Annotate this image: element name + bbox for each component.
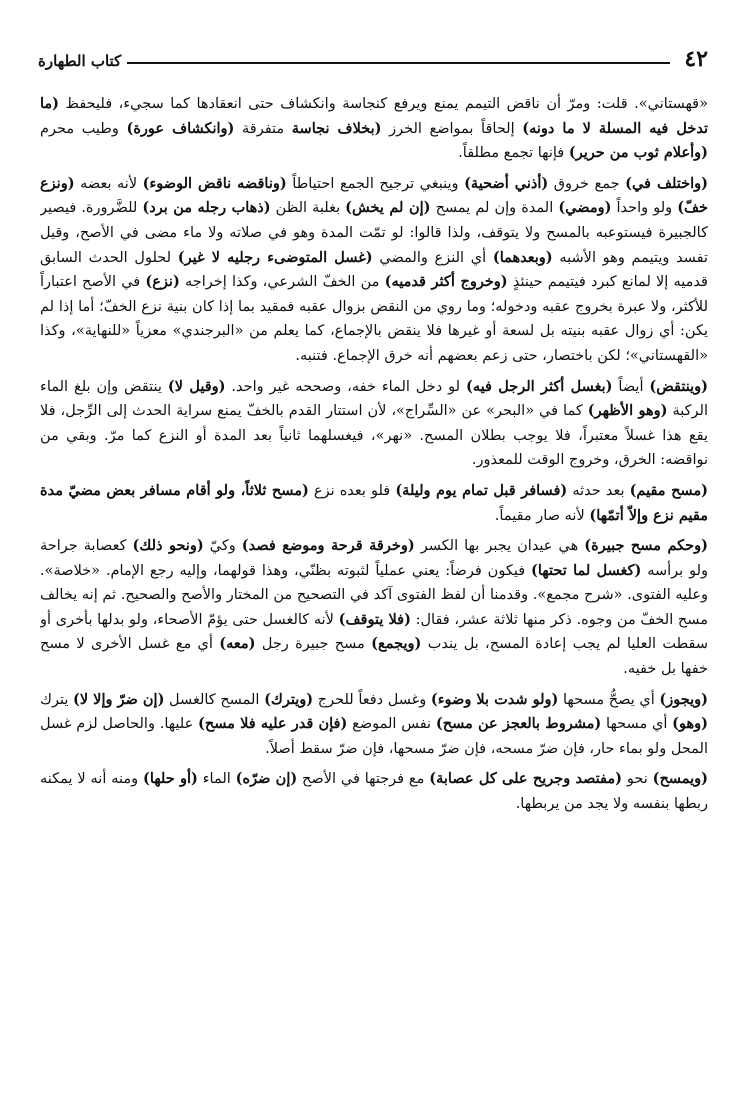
sharh-text: في الأصح اعتباراً للأكثر، ولا عبرة بخروج عقبه ودخوله؛ وما روي من النقض بزوال عقبه فمقيد بما إذا كان بنية نزع الخفّ؛ أما إذا لم يكن: أي زوال عقبه بنيته بل لسعة أو غيرها فلا ينقض بالإجماع، كما يعلم من «البرجندي» معزياً «للنهاية»، وكذا «القهستاني»؛ لكن باختصار، حتى زعم بعضهم أنه خرق الإجماع. فتنبه. (40, 274, 708, 364)
book-title: كتاب الطهارة (38, 52, 122, 70)
paragraph (40, 375, 708, 473)
matn-text: (مسح ثلاثاً، ولو أقام مسافر بعض مضيّ مدة مقيم نزع وإلاّ أتمّها) (40, 481, 708, 524)
sharh-text: لأنه كالغسل حتى يؤمّ الأصحاء، ولو بدلها بأخرى أو سقطت العليا لم يجب إعادة المسح، بل يندب (40, 611, 708, 653)
matn-text: (ومضي) (558, 199, 612, 217)
matn-text: (أو حلها) (142, 770, 198, 788)
sharh-text: لأنه بعضه (74, 175, 143, 192)
sharh-text: ومنه أنه لا يمكنه ربطها بنفسه ولا يجد من يربطها. (40, 771, 708, 813)
sharh-text: إلحاقاً بمواضع الخرز (381, 120, 523, 137)
matn-text: (ما تدخل فيه المسلة لا ما دونه) (40, 95, 708, 137)
matn-text: (ويجمع) (371, 635, 422, 653)
paragraph (40, 172, 708, 369)
sharh-text: يترك (40, 691, 73, 708)
sharh-text: وينبغي ترجيح الجمع احتياطاً (286, 175, 465, 192)
sharh-text: بعد حدثه (567, 482, 630, 499)
sharh-text: وغسل دفعاً للحرج (313, 691, 431, 708)
matn-text: (واختلف في) (625, 174, 708, 192)
matn-text: (بغسل أكثر الرجل فيه) (465, 377, 613, 395)
paragraph (40, 534, 708, 682)
page-body (40, 92, 708, 1072)
matn-text: (وانكشاف عورة) (126, 119, 235, 137)
matn-text: (مشروط بالعجز عن مسح) (435, 715, 602, 733)
matn-text: (ويجوز) (659, 690, 708, 708)
sharh-text: للضَّرورة. فيصير كالجبيرة فيستوعبه بالمسح ولا يتوقف، ولذا قالوا: لو تمّت المدة وهو في صلاته ولا ماء مضى في الأصح، وقيل تفسد ويتيمم وهو الأشبه (40, 200, 708, 266)
sharh-text: وكيّ (203, 538, 242, 555)
matn-text: (مفتصد وجريح على كل عصابة) (429, 770, 622, 788)
matn-text: (فلا يتوقف) (338, 610, 411, 628)
page-header (38, 44, 708, 70)
sharh-text: أي النزع والمضي (372, 249, 493, 266)
matn-text: (فسافر قبل تمام يوم وليلة) (395, 481, 568, 499)
sharh-text: من الخفّ الشرعي، وكذا إخراجه (179, 274, 385, 291)
sharh-text: وطيب محرم (40, 120, 127, 137)
sharh-text: كعصابة جراحة ولو برأسه (40, 538, 708, 579)
sharh-text: نحو (622, 771, 653, 788)
matn-text: (وناقضه ناقض الوضوء) (142, 174, 287, 192)
matn-text: (وهو) (672, 715, 708, 733)
sharh-text: جمع خروق (548, 175, 626, 192)
sharh-text: مع فرجتها في الأصح (297, 771, 430, 788)
sharh-text: فلو بعده نزع (308, 482, 396, 499)
matn-text: (معه) (219, 635, 256, 653)
sharh-text: فيكون فرضاً: يعني عملياً لثبوته بظنّي، وهذا قولهما، وإليه رجع الإمام. «خلاصة». وعليه الفتوى. «شرح مجمع». وقدمنا أن لفظ الفتوى آكد في التصحيح من المختار والأصح والصحيح. ثم إنه يخالف مسح الخفّ من وجوه. ذكر منها ثلاثة عشر، فقال: (40, 562, 708, 628)
sharh-text: أي يصحُّ مسحها (558, 691, 660, 708)
matn-text: (بخلاف نجاسة (291, 119, 382, 137)
matn-text: (إن ضرّ وإلا لا) (72, 690, 165, 708)
page-number: ٤٢ (684, 46, 708, 72)
sharh-text: بغلبة الظن (270, 200, 346, 217)
sharh-text: لحلول الحدث السابق قدميه إلا لمانع كبرد فيتيمم حينئذٍ (40, 249, 708, 291)
paragraph (40, 479, 708, 528)
matn-text: (ولو شدت بلا وضوء) (430, 690, 559, 708)
matn-text: (ويمسح) (652, 770, 708, 788)
matn-text: (وخروج أكثر قدميه) (384, 273, 508, 291)
sharh-text: لو دخل الماء خفه، وصححه غير واحد. (225, 378, 466, 395)
paragraph (40, 92, 708, 166)
matn-text: (وحكم مسح جبيرة) (584, 537, 708, 555)
matn-text: (وخرقة قرحة وموضع فصد) (241, 537, 415, 555)
sharh-text: أي مسحها (601, 716, 673, 733)
matn-text: (وهو الأظهر) (587, 402, 668, 420)
matn-text: (غسل المتوضىء رجليه لا غير) (177, 248, 373, 266)
sharh-text: أي مع غسل الأخرى لا مسح خفها بل خفيه. (40, 636, 708, 678)
sharh-text: فإنها تجمع مطلقاً. (458, 145, 569, 162)
sharh-text: ولو واحداً (611, 200, 678, 217)
sharh-text: متفرقة (234, 120, 292, 137)
matn-text: (إن لم يخش) (345, 199, 431, 217)
matn-text: (وينتقض) (649, 377, 708, 395)
paragraph (40, 688, 708, 762)
matn-text: (ونزع خفّ) (40, 174, 708, 217)
sharh-text: المسح كالغسل (164, 691, 265, 708)
matn-text: (ذهاب رجله من برد) (142, 199, 271, 217)
sharh-text: مسح جبيرة رجل (255, 636, 372, 653)
matn-text: (وبعدهما) (492, 248, 553, 266)
paragraph (40, 767, 708, 816)
sharh-text: لأنه صار مقيماً. (494, 507, 590, 524)
sharh-text: المدة وإن لم يمسح (430, 200, 559, 217)
matn-text: (وأعلام ثوب من حرير) (568, 144, 708, 162)
sharh-text: أيضاً (612, 378, 650, 395)
matn-text: (أذني أضحية) (464, 174, 549, 192)
sharh-text: كما في «البحر» عن «السِّراج»، لأن استتار القدم بالخفّ يمنع سراية الحدث إلى الرِّجل، فلا يقع هذا غسلاً معتبراً، فلا يوجب بطلان المسح. «نهر»، فيغسلهما ثانياً بعد المدة أو النزع كما مرّ. وبقي من نواقضه: الخرق، وخروج الوقت للمعذور. (40, 403, 708, 469)
sharh-text: الماء (197, 771, 236, 788)
sharh-text: نفس الموضع (347, 716, 436, 733)
matn-text: (كغسل لما تحتها) (531, 561, 642, 579)
matn-text: (ونحو ذلك) (132, 537, 204, 555)
sharh-text: «قهستاني». قلت: ومرّ أن ناقض التيمم يمنع ويرفع كنجاسة وانكشاف حتى انعقادها كما سجيء، فليحفظ (59, 96, 708, 112)
header-rule (127, 50, 670, 64)
sharh-text: ينتقض وإن بلغ الماء الركبة (40, 378, 708, 420)
matn-text: (نزع) (145, 273, 180, 291)
matn-text: (ويترك) (264, 690, 314, 708)
matn-text: (فإن قدر عليه فلا مسح) (198, 715, 348, 733)
sharh-text: هي عيدان يجبر بها الكسر (414, 538, 585, 555)
sharh-text: عليها. والحاصل لزم غسل المحل ولو بماء حار، فإن ضرّ مسحه، فإن ضرّ مسحها، فإن ضرّ سقط أصلاً. (40, 716, 708, 757)
matn-text: (مسح مقيم) (629, 481, 708, 499)
matn-text: (إن ضرّه) (235, 770, 298, 788)
matn-text: (وقيل لا) (167, 377, 226, 395)
